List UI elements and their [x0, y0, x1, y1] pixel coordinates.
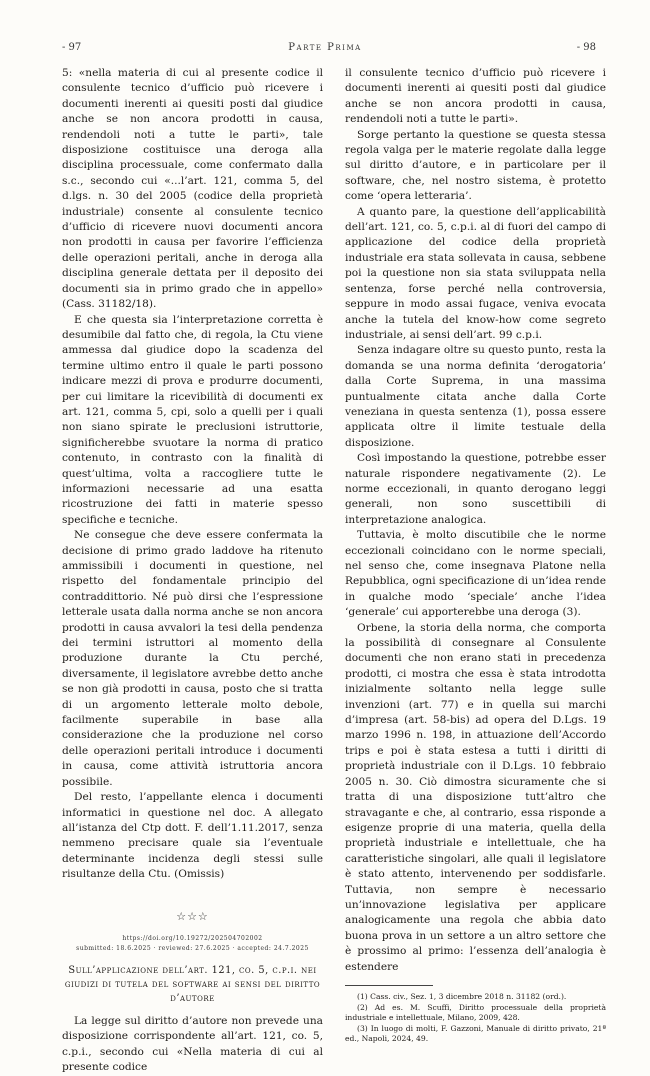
right-column: [345, 66, 606, 1045]
paragraph: A quanto pare, la questione dell’applicabilità dell’art. 121, co. 5, c.p.i. al di fuori del campo di applicazione del codice della proprietà industriale era stata sollevata in causa, sebbene poi la questione non sia stata sviluppata nella sentenza, forse perché nella controversia, seppure in modo assai fugace, veniva evocata anche la tutela del know-how come segreto industriale, ai sensi dell’art. 99 c.p.i.: [345, 205, 606, 341]
paragraph: il consulente tecnico d’ufficio può ricevere i documenti inerenti ai quesiti posti dal giudice anche se non ancora prodotti in causa, rendendoli noti a tutte le parti».: [345, 67, 606, 126]
paragraph: Tuttavia, è molto discutibile che le norme eccezionali coincidano con le norme speciali, nel senso che, come insegnava Platone nella Repubblica, ogni specificazione di un’idea rende in qualche modo ‘speciale’ anche l’idea ‘generale’ cui apporterebbe una deroga (3).: [345, 529, 606, 619]
footnote: (1) Cass. civ., Sez. 1, 3 dicembre 2018 n. 31182 (ord.).: [357, 991, 567, 1001]
paragraph: Orbene, la storia della norma, che comporta la possibilità di consegnare al Consulente documenti che non erano stati in precedenza prodotti, ci mostra che essa è stata introdotta inizialmente soltanto nella legge sulle invenzioni (art. 77) e in quella sui marchi d’impresa (art. 58-bis) ad opera del D.Lgs. 19 marzo 1996 n. 198, in attuazione dell’Accordo trips e poi è stata estesa a tutti i diritti di proprietà industriale con il D.Lgs. 10 febbraio 2005 n. 30. Ciò dimostra sicuramente che si tratta di una disposizione tutt’altro che stravagante e che, al contrario, essa risponde a esigenze proprie di una materia, quella della proprietà industriale e intellettuale, che ha caratteristiche singolari, alle quali il legislatore è stato attento, intervenendo per soddisfarle. Tuttavia, non sempre è necessario un’innovazione legislativa per applicare analogicamente una regola che abbia dato buona prova in un settore a un altro settore che è prossimo al primo: l’essenza dell’analogia è estendere: [345, 621, 606, 973]
paragraph: Così impostando la questione, potrebbe esser naturale rispondere negativamente (2). Le norme eccezionali, in quanto derogano leggi generali, non sono suscettibili di interpretazione analogica.: [345, 452, 606, 526]
paragraph: E che questa sia l’interpretazione corretta è desumibile dal fatto che, di regola, la Ctu viene ammessa dal giudice dopo la scadenza del termine ultimo entro il quale le parti possono indicare mezzi di prova e produrre documenti, per cui limitare la ricevibilità di documenti ex art. 121, comma 5, cpi, solo a quelli per i quali non siano spirate le preclusioni istruttorie, significherebbe svuotare la norma di pratico contenuto, in contrasto con la finalità di quest’ultima, volta a raccogliere tutte le informazioni necessarie ad una esatta ricostruzione dei fatti in materie spesso specifiche e tecniche.: [62, 313, 323, 526]
left-page-number: - 97: [62, 42, 82, 53]
doi-link[interactable]: https://doi.org/10.19272/202504702002: [122, 934, 263, 942]
footnote-divider: [345, 985, 433, 986]
section-title: Sull’applicazione dell’art. 121, co. 5, c.p.i. nei giudizi di tutela del software ai sensi del diritto d’autore: [64, 964, 321, 1004]
running-title: Parte Prima: [288, 42, 362, 53]
paragraph: Del resto, l’appellante elenca i documenti informatici in questione nel doc. A allegato all’istanza del Ctp dott. F. dell’1.11.2017, senza nemmeno precisare quale sia l’eventuale determinante incidenza degli stessi sulle risultanze della Ctu. (Omissis): [62, 791, 323, 881]
paragraph: La legge sul diritto d’autore non prevede una disposizione corrispondente all’art. 121, co. 5, c.p.i., secondo cui «Nella materia di cui al presente codice: [62, 1014, 323, 1074]
submission-dates: submitted: 18.6.2025 · reviewed: 27.6.2025 · accepted: 24.7.2025: [76, 944, 309, 952]
paragraph: Sorge pertanto la questione se questa stessa regola valga per le materie regolate dalla legge sul diritto d’autore, e in particolare per il software, che, nel nostro sistema, è protetto come ‘opera letteraria’.: [345, 128, 606, 203]
footnote: (2) Ad es. M. Scuffi, Diritto processuale della proprietà industriale e intellettuale, Milano, 2009, 428.: [345, 1002, 606, 1023]
left-column: [62, 66, 323, 1076]
section-separator-stars: ☆☆☆: [176, 909, 209, 923]
paragraph: 5: «nella materia di cui al presente codice il consulente tecnico d’ufficio può ricevere i documenti inerenti ai quesiti posti dal giudice anche se non ancora prodotti in causa, rendendoli noti a tutte le parti», tale disposizione costituisce una deroga alla disciplina processuale, come confermato dalla s.c., secondo cui «...l’art. 121, comma 5, del d.lgs. n. 30 del 2005 (codice della proprietà industriale) consente al consulente tecnico d’ufficio di ricevere nuovi documenti ancora non prodotti in causa per favorire l’efficienza delle operazioni peritali, anche in deroga alla disciplina generale dettata per il deposito dei documenti sia in primo grado che in appello» (Cass. 31182/18).: [62, 67, 323, 311]
paragraph: Senza indagare oltre su questo punto, resta la domanda se una norma definita ‘derogatoria’ dalla Corte Suprema, in una massima puntualmente citata anche dalla Corte veneziana in questa sentenza (1), possa essere applicata oltre il limite testuale della disposizione.: [345, 344, 606, 449]
footnote: (3) In luogo di molti, F. Gazzoni, Manuale di diritto privato, 21ª ed., Napoli, 2024, 49.: [345, 1023, 606, 1044]
paragraph: Ne consegue che deve essere confermata la decisione di primo grado laddove ha ritenuto ammissibili i documenti in questione, nel rispetto del fondamentale principio del contraddittorio. Né può dirsi che l’espressione letterale usata dalla norma anche se non ancora prodotti in causa avvalori la tesi della pendenza dei termini istruttori al momento della produzione durante la Ctu perché, diversamente, il legislatore avrebbe detto anche se non già prodotti in causa, posto che si tratta di un argomento letterale molto debole, facilmente superabile in base alla considerazione che la produzione nel corso delle operazioni peritali introduce i documenti in causa, come attività istruttoria ancora possibile.: [62, 529, 323, 788]
right-page-number: - 98: [576, 42, 596, 53]
